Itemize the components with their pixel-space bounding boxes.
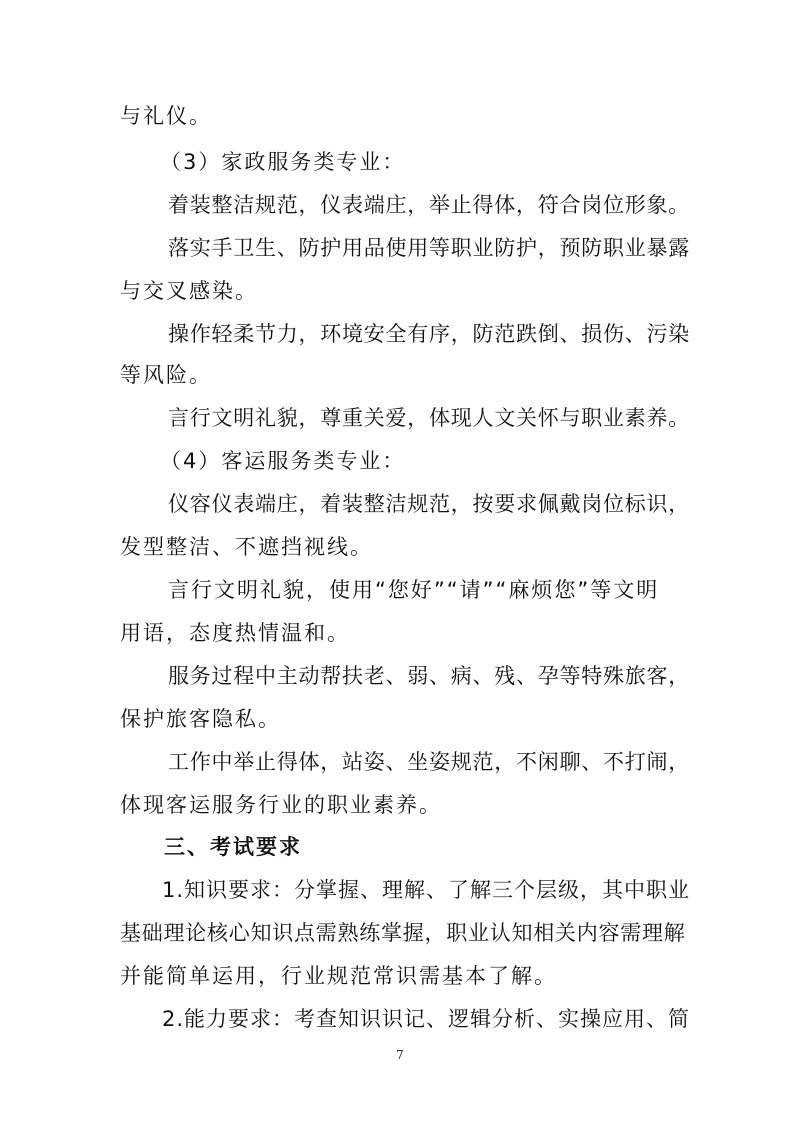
paragraph-line: 操作轻柔节力，环境安全有序，防范跌倒、损伤、污染 xyxy=(168,322,690,346)
paragraph-line: 并能简单运用，行业规范常识需基本了解。 xyxy=(120,964,557,988)
paragraph-line: 等风险。 xyxy=(120,363,212,387)
paragraph-line: 服务过程中主动帮扶老、弱、病、残、孕等特殊旅客， xyxy=(168,664,690,688)
paragraph-line: 发型整洁、不遮挡视线。 xyxy=(120,535,373,559)
paragraph-line: 言行文明礼貌，尊重关爱，体现人文关怀与职业素养。 xyxy=(168,406,690,430)
paragraph-line: 2.能力要求：考查知识识记、逻辑分析、实操应用、简 xyxy=(162,1007,691,1031)
paragraph-line: 1.知识要求：分掌握、理解、了解三个层级，其中职业 xyxy=(162,878,691,902)
paragraph-line: 着装整洁规范，仪表端庄，举止得体，符合岗位形象。 xyxy=(168,193,690,217)
page-number: 7 xyxy=(396,1048,404,1062)
section-heading: 三、考试要求 xyxy=(164,835,302,859)
paragraph-line: 落实手卫生、防护用品使用等职业防护，预防职业暴露 xyxy=(168,236,690,260)
subheading-passenger-transport: （4）客运服务类专业： xyxy=(160,449,406,473)
paragraph-line: 与交叉感染。 xyxy=(120,279,258,303)
subheading-housekeeping: （3）家政服务类专业： xyxy=(160,150,406,174)
paragraph-line: 体现客运服务行业的职业素养。 xyxy=(120,793,442,817)
paragraph-line: 保护旅客隐私。 xyxy=(120,707,281,731)
paragraph-line: 基础理论核心知识点需熟练掌握，职业认知相关内容需理解 xyxy=(120,921,686,945)
paragraph-line: 与礼仪。 xyxy=(120,104,212,128)
paragraph-line: 仪容仪表端庄，着装整洁规范，按要求佩戴岗位标识， xyxy=(168,492,690,516)
paragraph-line: 工作中举止得体，站姿、坐姿规范，不闲聊、不打闹， xyxy=(168,750,690,774)
paragraph-line: 用语，态度热情温和。 xyxy=(120,621,350,645)
paragraph-line: 言行文明礼貌，使用“您好”“请”“麻烦您”等文明 xyxy=(168,578,660,602)
